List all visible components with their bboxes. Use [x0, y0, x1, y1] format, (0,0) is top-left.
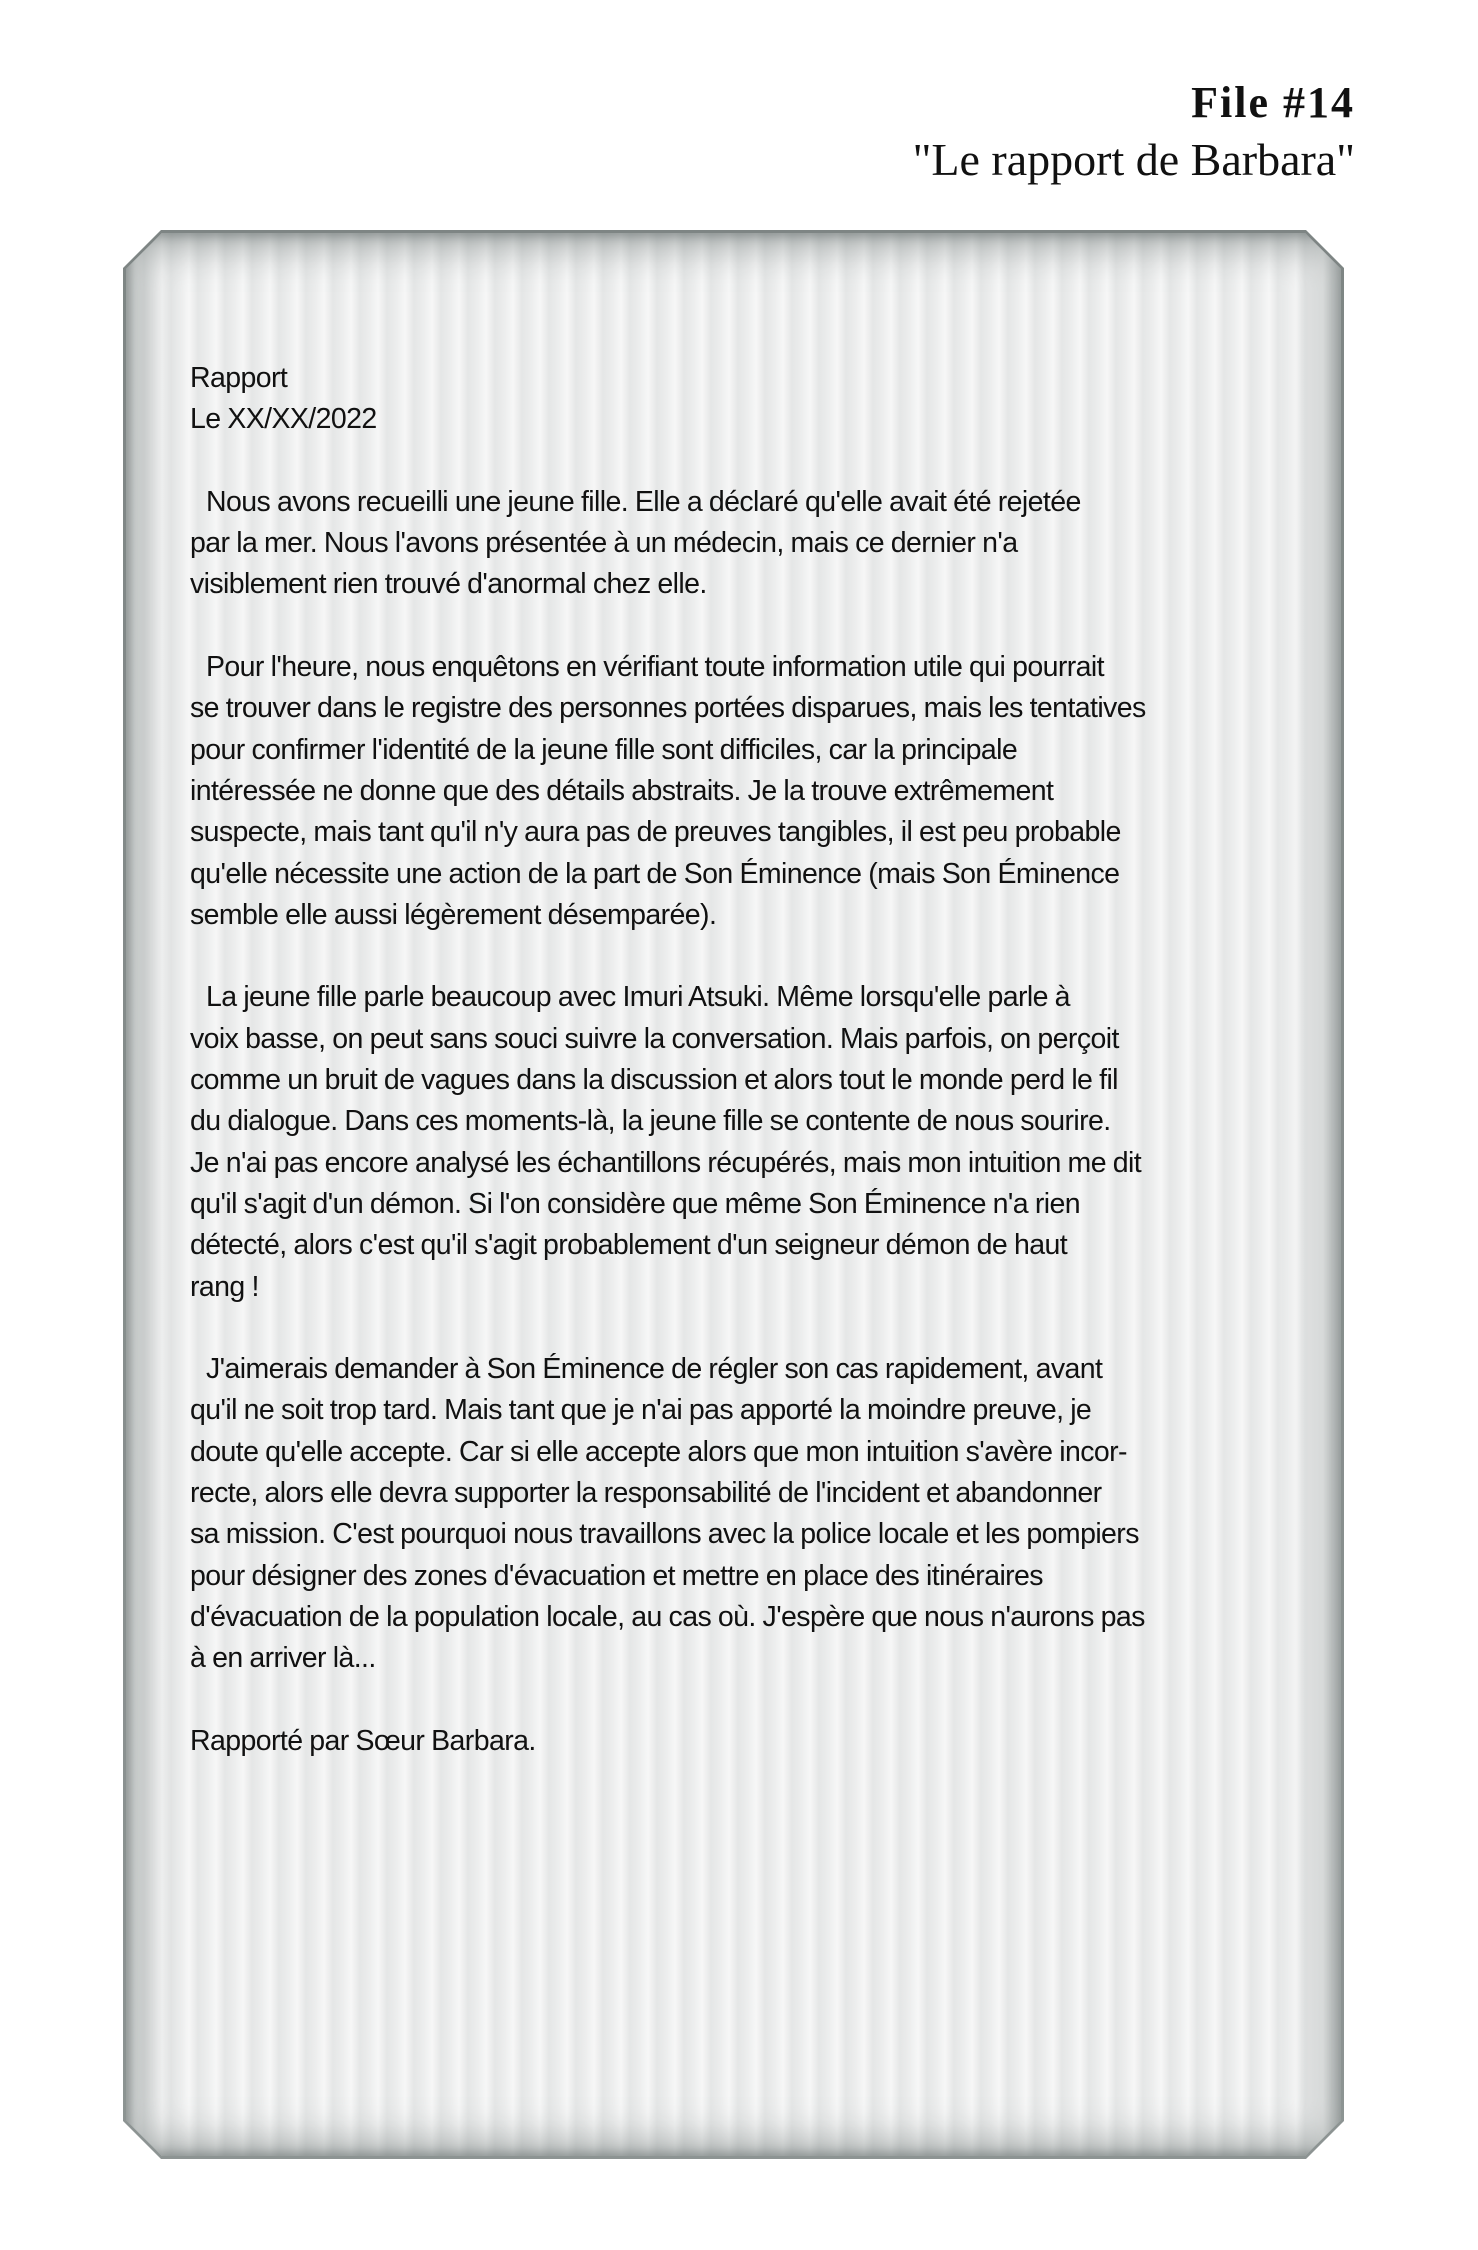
paragraph-line: Nous avons recueilli une jeune fille. Elle a déclaré qu'elle avait été rejetée	[206, 485, 1081, 518]
paragraph-line: suspecte, mais tant qu'il n'y aura pas de preuves tangibles, il est peu probable	[190, 816, 1121, 849]
spacer	[190, 1680, 1300, 1721]
paragraph-line: recte, alors elle devra supporter la responsabilité de l'incident et abandonner	[190, 1477, 1102, 1510]
paragraph-line: qu'il s'agit d'un démon. Si l'on considère que même Son Éminence n'a rien	[190, 1187, 1080, 1220]
paragraph-line: sa mission. C'est pourquoi nous travaillons avec la police locale et les pompiers	[190, 1518, 1139, 1551]
file-number: File #14	[1191, 78, 1355, 127]
report-document	[190, 358, 1300, 1762]
report-heading-text: Rapport	[190, 362, 288, 394]
spacer	[190, 441, 1300, 482]
paragraph-line: voix basse, on peut sans souci suivre la conversation. Mais parfois, on perçoit	[190, 1022, 1119, 1055]
paragraph-line: pour désigner des zones d'évacuation et mettre en place des itinéraires	[190, 1559, 1043, 1592]
paragraph-1	[190, 482, 1300, 606]
spacer	[190, 606, 1300, 647]
paragraph-line: à en arriver là...	[190, 1642, 376, 1675]
file-title: "Le rapport de Barbara"	[912, 134, 1355, 185]
paragraph-4	[190, 1349, 1300, 1679]
paragraph-line: intéressée ne donne que des détails abstraits. Je la trouve extrêmement	[190, 774, 1054, 807]
report-signature-text: Rapporté par Sœur Barbara.	[190, 1724, 536, 1757]
report-date	[190, 399, 1300, 440]
paragraph-2	[190, 647, 1300, 936]
paragraph-line: Pour l'heure, nous enquêtons en vérifiant toute information utile qui pourrait	[206, 651, 1104, 684]
spacer	[190, 936, 1300, 977]
report-heading	[190, 358, 1300, 399]
paragraph-line: J'aimerais demander à Son Éminence de régler son cas rapidement, avant	[206, 1353, 1103, 1386]
paragraph-line: Je n'ai pas encore analysé les échantillons récupérés, mais mon intuition me dit	[190, 1146, 1142, 1179]
paragraph-line: comme un bruit de vagues dans la discussion et alors tout le monde perd le fil	[190, 1064, 1118, 1097]
paragraph-line: semble elle aussi légèrement désemparée).	[190, 898, 717, 931]
paragraph-line: détecté, alors c'est qu'il s'agit probablement d'un seigneur démon de haut	[190, 1229, 1068, 1262]
spacer	[190, 1308, 1300, 1349]
paragraph-line: d'évacuation de la population locale, au cas où. J'espère que nous n'aurons pas	[190, 1600, 1145, 1633]
paragraph-line: se trouver dans le registre des personnes portées disparues, mais les tentatives	[190, 692, 1146, 725]
paragraph-line: doute qu'elle accepte. Car si elle accepte alors que mon intuition s'avère incor-	[190, 1435, 1127, 1468]
paragraph-line: du dialogue. Dans ces moments-là, la jeune fille se contente de nous sourire.	[190, 1105, 1111, 1138]
paragraph-line: visiblement rien trouvé d'anormal chez elle.	[190, 568, 707, 601]
paragraph-line: qu'elle nécessite une action de la part de Son Éminence (mais Son Éminence	[190, 857, 1120, 890]
paragraph-line: rang !	[190, 1270, 259, 1303]
page-header	[913, 78, 1355, 190]
report-date-text: Le XX/XX/2022	[190, 403, 377, 436]
report-signature	[190, 1721, 1300, 1762]
paragraph-line: La jeune fille parle beaucoup avec Imuri Atsuki. Même lorsqu'elle parle à	[206, 981, 1070, 1014]
paragraph-3	[190, 977, 1300, 1307]
paragraph-line: par la mer. Nous l'avons présentée à un médecin, mais ce dernier n'a	[190, 527, 1018, 560]
paragraph-line: qu'il ne soit trop tard. Mais tant que je n'ai pas apporté la moindre preuve, je	[190, 1394, 1092, 1427]
paragraph-line: pour confirmer l'identité de la jeune fille sont difficiles, car la principale	[190, 733, 1018, 766]
